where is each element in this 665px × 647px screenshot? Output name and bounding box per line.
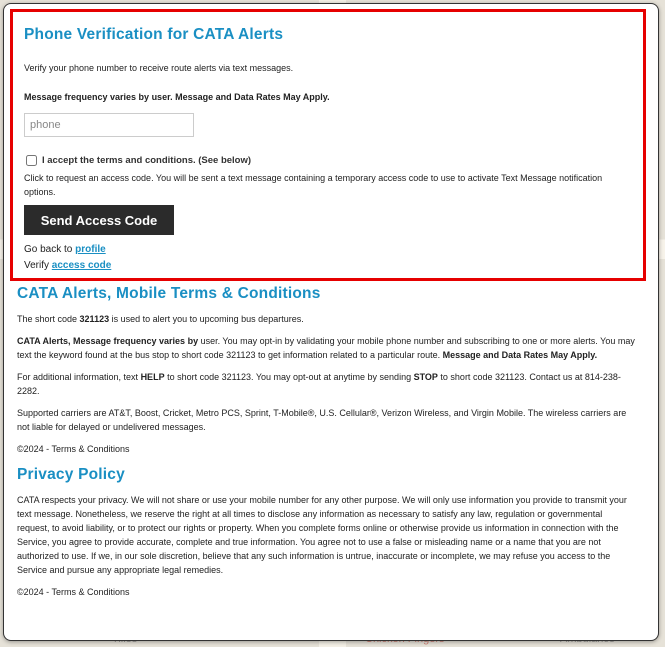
privacy-body: CATA respects your privacy. We will not share or use your mobile number for any other purpose. We will only use information you provide to transmit your text message. Nonetheless, we reserve the right at all times to disclose any information as necessary to satisfy any law, regulation or governmental request, to avoid liability, or to protect our rights or property. When you complete forms online or otherwise provide us information in connection with the Service, you agree to provide accurate, complete and true information. You agree not to use a false or misleading name or a name that you are not authorized to use. If we, in our sole discretion, believe that any such information is untrue, inaccurate or incomplete, we may refuse you access to the Service and pursue any appropriate legal remedies. <box>17 495 627 575</box>
terms-copyright: ©2024 - Terms & Conditions <box>17 444 130 454</box>
short-code-paragraph <box>17 312 637 326</box>
go-back-line <box>24 242 632 258</box>
help-paragraph <box>17 370 637 398</box>
help-pre: For additional information, text <box>17 372 141 382</box>
short-code-post: is used to alert you to upcoming bus departures. <box>109 314 304 324</box>
profile-link[interactable]: profile <box>75 244 106 255</box>
terms-title: CATA Alerts, Mobile Terms & Conditions <box>17 285 321 302</box>
alerts-paragraph <box>17 334 637 362</box>
verification-title: Phone Verification for CATA Alerts <box>24 26 284 43</box>
accept-terms-checkbox[interactable] <box>26 155 37 166</box>
help-mid: to short code 321123. You may opt-out at anytime by sending <box>164 372 414 382</box>
verify-text: Verify <box>24 260 52 271</box>
verification-section <box>10 9 646 281</box>
terms-and-privacy <box>17 285 637 607</box>
accept-terms-label[interactable]: I accept the terms and conditions. (See below) <box>42 155 252 166</box>
go-back-text: Go back to <box>24 244 76 255</box>
send-access-code-button[interactable]: Send Access Code <box>24 205 174 235</box>
phone-input[interactable] <box>24 113 194 137</box>
alerts-bold: CATA Alerts, Message frequency varies by <box>17 336 201 346</box>
terms-row <box>24 155 632 166</box>
help-post: to short code 321123. Contact us at 814-238-2282. <box>17 372 621 396</box>
alerts-rates: Message and Data Rates May Apply. <box>442 350 598 360</box>
stop-keyword: STOP <box>413 372 438 382</box>
request-code-instructions: Click to request an access code. You will be sent a text message containing a temporary access code to use to activate Text Message notification options. <box>24 173 603 197</box>
frequency-notice: Message frequency varies by user. Message and Data Rates May Apply. <box>24 92 330 102</box>
privacy-copyright: ©2024 - Terms & Conditions <box>17 587 130 597</box>
privacy-title: Privacy Policy <box>17 466 125 483</box>
carriers-paragraph: Supported carriers are AT&T, Boost, Cricket, Metro PCS, Sprint, T-Mobile®, U.S. Cellular®, Verizon Wireless, and Virgin Mobile. The wireless carriers are not liable for delayed or undelivered messages. <box>17 408 627 432</box>
help-keyword: HELP <box>140 372 165 382</box>
alerts-rest: user. You may opt-in by validating your mobile phone number and subscribing to one or more alerts. You may text the keyword found at the bus stop to short code 321123 to get information related to a particular route. <box>17 336 635 360</box>
short-code-pre: The short code <box>17 314 80 324</box>
verify-line <box>24 258 632 274</box>
verification-intro: Verify your phone number to receive route alerts via text messages. <box>24 63 294 73</box>
access-code-link[interactable]: access code <box>51 260 112 271</box>
short-code: 321123 <box>79 314 110 324</box>
